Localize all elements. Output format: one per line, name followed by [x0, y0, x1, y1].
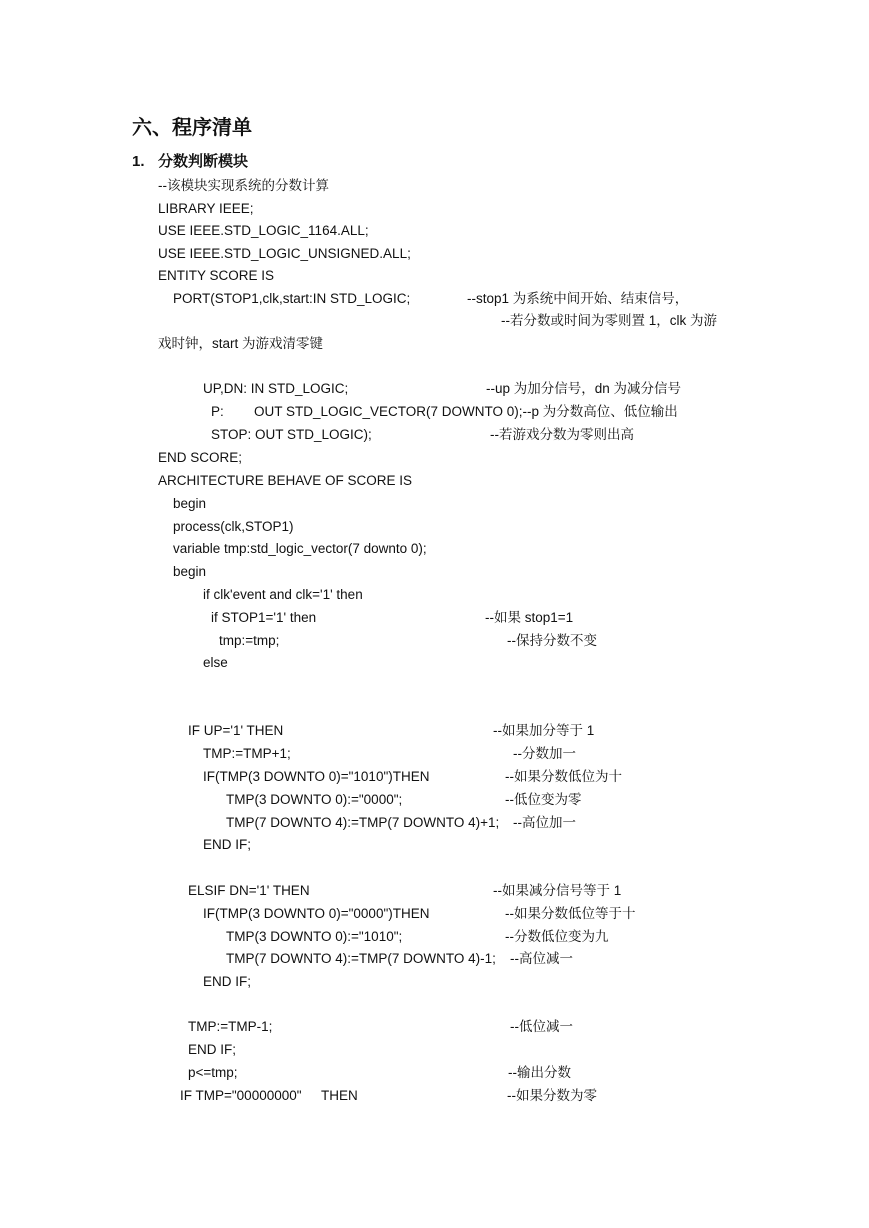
code-comment: --up 为加分信号，dn 为减分信号 — [486, 381, 682, 396]
code-comment: --若分数或时间为零则置 1，clk 为游 — [501, 313, 717, 328]
section-title: 六、程序清单 — [132, 117, 252, 139]
code-line: if STOP1='1' then — [211, 610, 317, 625]
code-line: variable tmp:std_logic_vector(7 downto 0); — [173, 541, 427, 556]
code-line: ARCHITECTURE BEHAVE OF SCORE IS — [158, 473, 413, 488]
code-line: USE IEEE.STD_LOGIC_UNSIGNED.ALL; — [158, 246, 411, 261]
code-comment: --低位变为零 — [505, 792, 582, 807]
code-line: process(clk,STOP1) — [173, 519, 294, 534]
code-comment: --如果分数为零 — [507, 1088, 597, 1103]
code-comment: --如果 stop1=1 — [485, 610, 574, 625]
code-comment: --高位加一 — [513, 815, 576, 830]
code-line: ENTITY SCORE IS — [158, 268, 275, 283]
code-comment: --stop1 为系统中间开始、结束信号， — [467, 291, 689, 306]
code-comment-continuation: 戏时钟，start 为游戏清零键 — [158, 336, 324, 351]
code-line: TMP(3 DOWNTO 0):="0000"; — [226, 792, 403, 807]
code-line: TMP:=TMP-1; — [188, 1019, 273, 1034]
code-line: END IF; — [188, 1042, 237, 1057]
code-comment: --保持分数不变 — [507, 633, 597, 648]
code-line: PORT(STOP1,clk,start:IN STD_LOGIC; — [173, 291, 411, 306]
code-line: IF TMP="00000000" — [180, 1088, 302, 1103]
code-line: IF(TMP(3 DOWNTO 0)="0000")THEN — [203, 906, 430, 921]
code-comment: --高位减一 — [510, 951, 573, 966]
code-comment: --如果分数低位等于十 — [505, 906, 636, 921]
code-comment: --如果分数低位为十 — [505, 769, 622, 784]
code-line: P: — [211, 404, 224, 419]
code-line: STOP: OUT STD_LOGIC); — [211, 427, 372, 442]
code-line: END IF; — [203, 974, 252, 989]
code-line: END IF; — [203, 837, 252, 852]
code-line: TMP(7 DOWNTO 4):=TMP(7 DOWNTO 4)+1; — [226, 815, 500, 830]
code-line: begin — [173, 496, 207, 511]
code-line: tmp:=tmp; — [219, 633, 280, 648]
subsection-number: 1. — [132, 153, 145, 170]
code-line: USE IEEE.STD_LOGIC_1164.ALL; — [158, 223, 369, 238]
code-line: OUT STD_LOGIC_VECTOR(7 DOWNTO 0);--p 为分数高位、低位输出 — [254, 404, 678, 419]
code-line: TMP(3 DOWNTO 0):="1010"; — [226, 929, 403, 944]
code-line: IF UP='1' THEN — [188, 723, 284, 738]
code-line: THEN — [321, 1088, 358, 1103]
code-comment: --如果减分信号等于 1 — [493, 883, 622, 898]
code-line: if clk'event and clk='1' then — [203, 587, 363, 602]
code-line: IF(TMP(3 DOWNTO 0)="1010")THEN — [203, 769, 430, 784]
code-comment: --输出分数 — [508, 1065, 571, 1080]
code-line: UP,DN: IN STD_LOGIC; — [203, 381, 349, 396]
code-line: begin — [173, 564, 207, 579]
code-comment: --若游戏分数为零则出高 — [490, 427, 634, 442]
code-line: END SCORE; — [158, 450, 243, 465]
subsection-heading — [132, 151, 248, 173]
code-line: LIBRARY IEEE; — [158, 201, 254, 216]
subsection-title: 分数判断模块 — [158, 153, 249, 170]
code-line: p<=tmp; — [188, 1065, 238, 1080]
code-line: TMP(7 DOWNTO 4):=TMP(7 DOWNTO 4)-1; — [226, 951, 496, 966]
code-line: TMP:=TMP+1; — [203, 746, 291, 761]
code-comment-line: --该模块实现系统的分数计算 — [158, 178, 329, 193]
code-comment: --分数加一 — [513, 746, 576, 761]
code-comment: --分数低位变为九 — [505, 929, 609, 944]
code-comment: --低位减一 — [510, 1019, 573, 1034]
code-comment: --如果加分等于 1 — [493, 723, 595, 738]
code-line: else — [203, 655, 228, 670]
code-line: ELSIF DN='1' THEN — [188, 883, 310, 898]
